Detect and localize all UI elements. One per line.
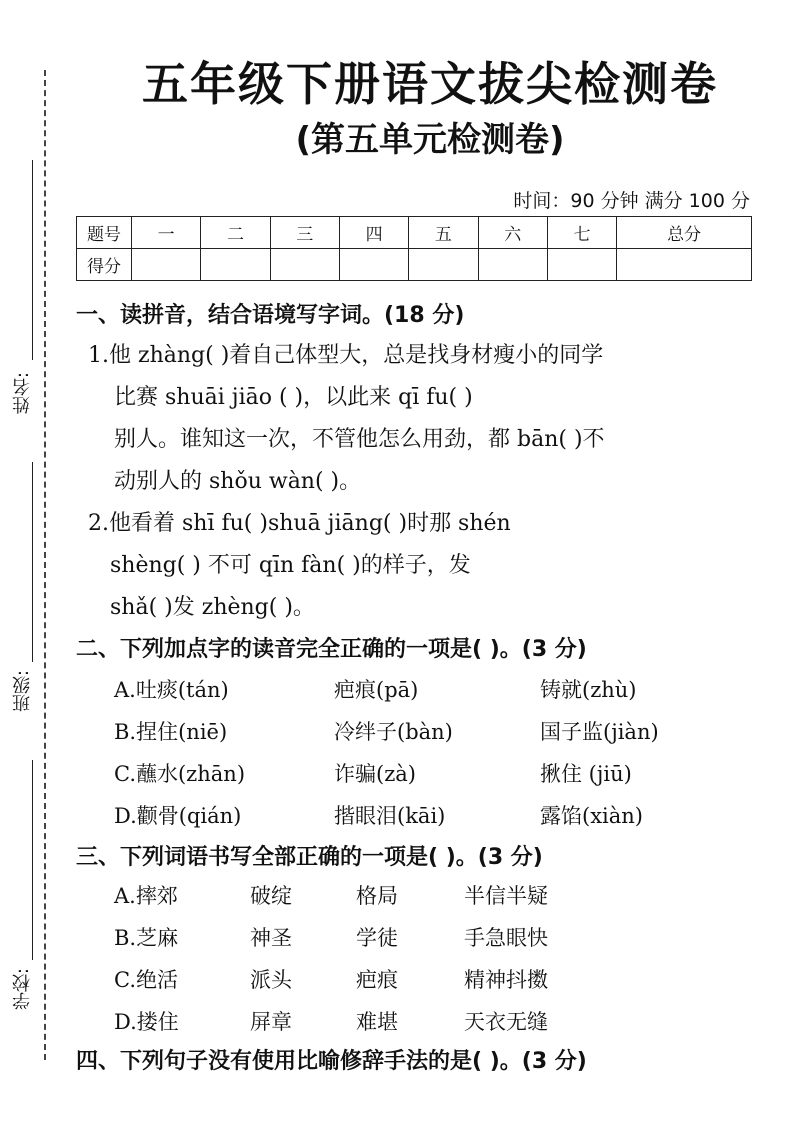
section2-heading: 二、下列加点字的读音完全正确的一项是( )。(3 分) xyxy=(76,637,587,662)
option-c-word2: 诈骗(zà) xyxy=(334,762,416,786)
score-cell: 七 xyxy=(547,217,616,249)
score-cell: 一 xyxy=(132,217,201,249)
score-cell: 题号 xyxy=(77,217,132,249)
option-d-word3: 露馅(xiàn) xyxy=(540,804,643,828)
section4-heading: 四、下列句子没有使用比喻修辞手法的是( )。(3 分) xyxy=(76,1049,587,1074)
option-d-word2: 揩眼泪(kāi) xyxy=(334,804,446,828)
score-blank[interactable] xyxy=(409,249,478,281)
score-cell: 五 xyxy=(409,217,478,249)
score-cell: 三 xyxy=(270,217,339,249)
score-blank[interactable] xyxy=(547,249,616,281)
option-d-word1: D.颧骨(qián) xyxy=(114,804,242,828)
class-label: 班级: xyxy=(12,670,33,713)
option-b-word2: 冷绊子(bàn) xyxy=(334,720,453,744)
option-d-word4: 天衣无缝 xyxy=(464,1010,548,1034)
option-a-word3: 铸就(zhù) xyxy=(540,678,637,702)
option-a-word1: A.吐痰(tán) xyxy=(114,678,229,702)
score-blank[interactable] xyxy=(201,249,270,281)
score-table-header-row xyxy=(77,217,752,249)
option-a-word1: A.摔郊 xyxy=(114,884,178,908)
score-blank[interactable] xyxy=(617,249,752,281)
binding-strip xyxy=(0,0,60,1130)
option-d-word3: 难堪 xyxy=(356,1010,398,1034)
section3-heading: 三、下列词语书写全部正确的一项是( )。(3 分) xyxy=(76,845,543,870)
question-line: shèng( ) 不可 qīn fàn( )的样子，发 xyxy=(110,553,471,578)
question-line: 动别人的 shǒu wàn( )。 xyxy=(114,469,362,494)
score-cell: 二 xyxy=(201,217,270,249)
question-line: shǎ( )发 zhèng( )。 xyxy=(110,595,315,620)
score-table-score-row xyxy=(77,249,752,281)
question-line: 1.他 zhàng( )着自己体型大，总是找身材瘦小的同学 xyxy=(88,343,604,368)
score-cell: 总分 xyxy=(617,217,752,249)
option-c-word4: 精神抖擞 xyxy=(464,968,548,992)
score-cell: 四 xyxy=(339,217,408,249)
option-b-word3: 国子监(jiàn) xyxy=(540,720,659,744)
section1-heading: 一、读拼音，结合语境写字词。(18 分) xyxy=(76,303,465,328)
score-blank[interactable] xyxy=(339,249,408,281)
option-a-word3: 格局 xyxy=(356,884,398,908)
option-b-word3: 学徒 xyxy=(356,926,398,950)
option-b-word1: B.芝麻 xyxy=(114,926,179,950)
question-line: 2.他看着 shī fu( )shuā jiāng( )时那 shén xyxy=(88,511,511,536)
option-c-word3: 揪住 (jiū) xyxy=(540,762,632,786)
score-blank[interactable] xyxy=(132,249,201,281)
page-title: 五年级下册语文拔尖检测卷 xyxy=(142,57,718,111)
option-c-word3: 疤痕 xyxy=(356,968,398,992)
class-blank xyxy=(32,462,33,662)
option-d-word1: D.搂住 xyxy=(114,1010,179,1034)
option-a-word2: 疤痕(pā) xyxy=(334,678,419,702)
score-cell: 六 xyxy=(478,217,547,249)
score-row-label: 得分 xyxy=(77,249,132,281)
time-info: 时间：90 分钟 满分 100 分 xyxy=(513,190,750,212)
option-c-word1: C.蘸水(zhān) xyxy=(114,762,246,786)
option-c-word2: 派头 xyxy=(250,968,292,992)
school-blank xyxy=(32,760,33,960)
option-b-word4: 手急眼快 xyxy=(464,926,548,950)
score-table xyxy=(76,216,752,281)
option-b-word2: 神圣 xyxy=(250,926,292,950)
score-blank[interactable] xyxy=(478,249,547,281)
school-label: 学校: xyxy=(12,968,33,1011)
name-label: 姓名: xyxy=(12,372,33,415)
question-line: 比赛 shuāi jiāo ( )，以此来 qī fu( ) xyxy=(114,385,473,410)
score-blank[interactable] xyxy=(270,249,339,281)
option-a-word4: 半信半疑 xyxy=(464,884,548,908)
option-b-word1: B.捏住(niē) xyxy=(114,720,228,744)
name-blank xyxy=(32,160,33,360)
option-c-word1: C.绝活 xyxy=(114,968,178,992)
page-subtitle: (第五单元检测卷) xyxy=(295,120,565,160)
cut-line xyxy=(44,70,46,1060)
option-d-word2: 屏章 xyxy=(250,1010,292,1034)
question-line: 别人。谁知这一次，不管他怎么用劲，都 bān( )不 xyxy=(114,427,605,452)
option-a-word2: 破绽 xyxy=(250,884,292,908)
